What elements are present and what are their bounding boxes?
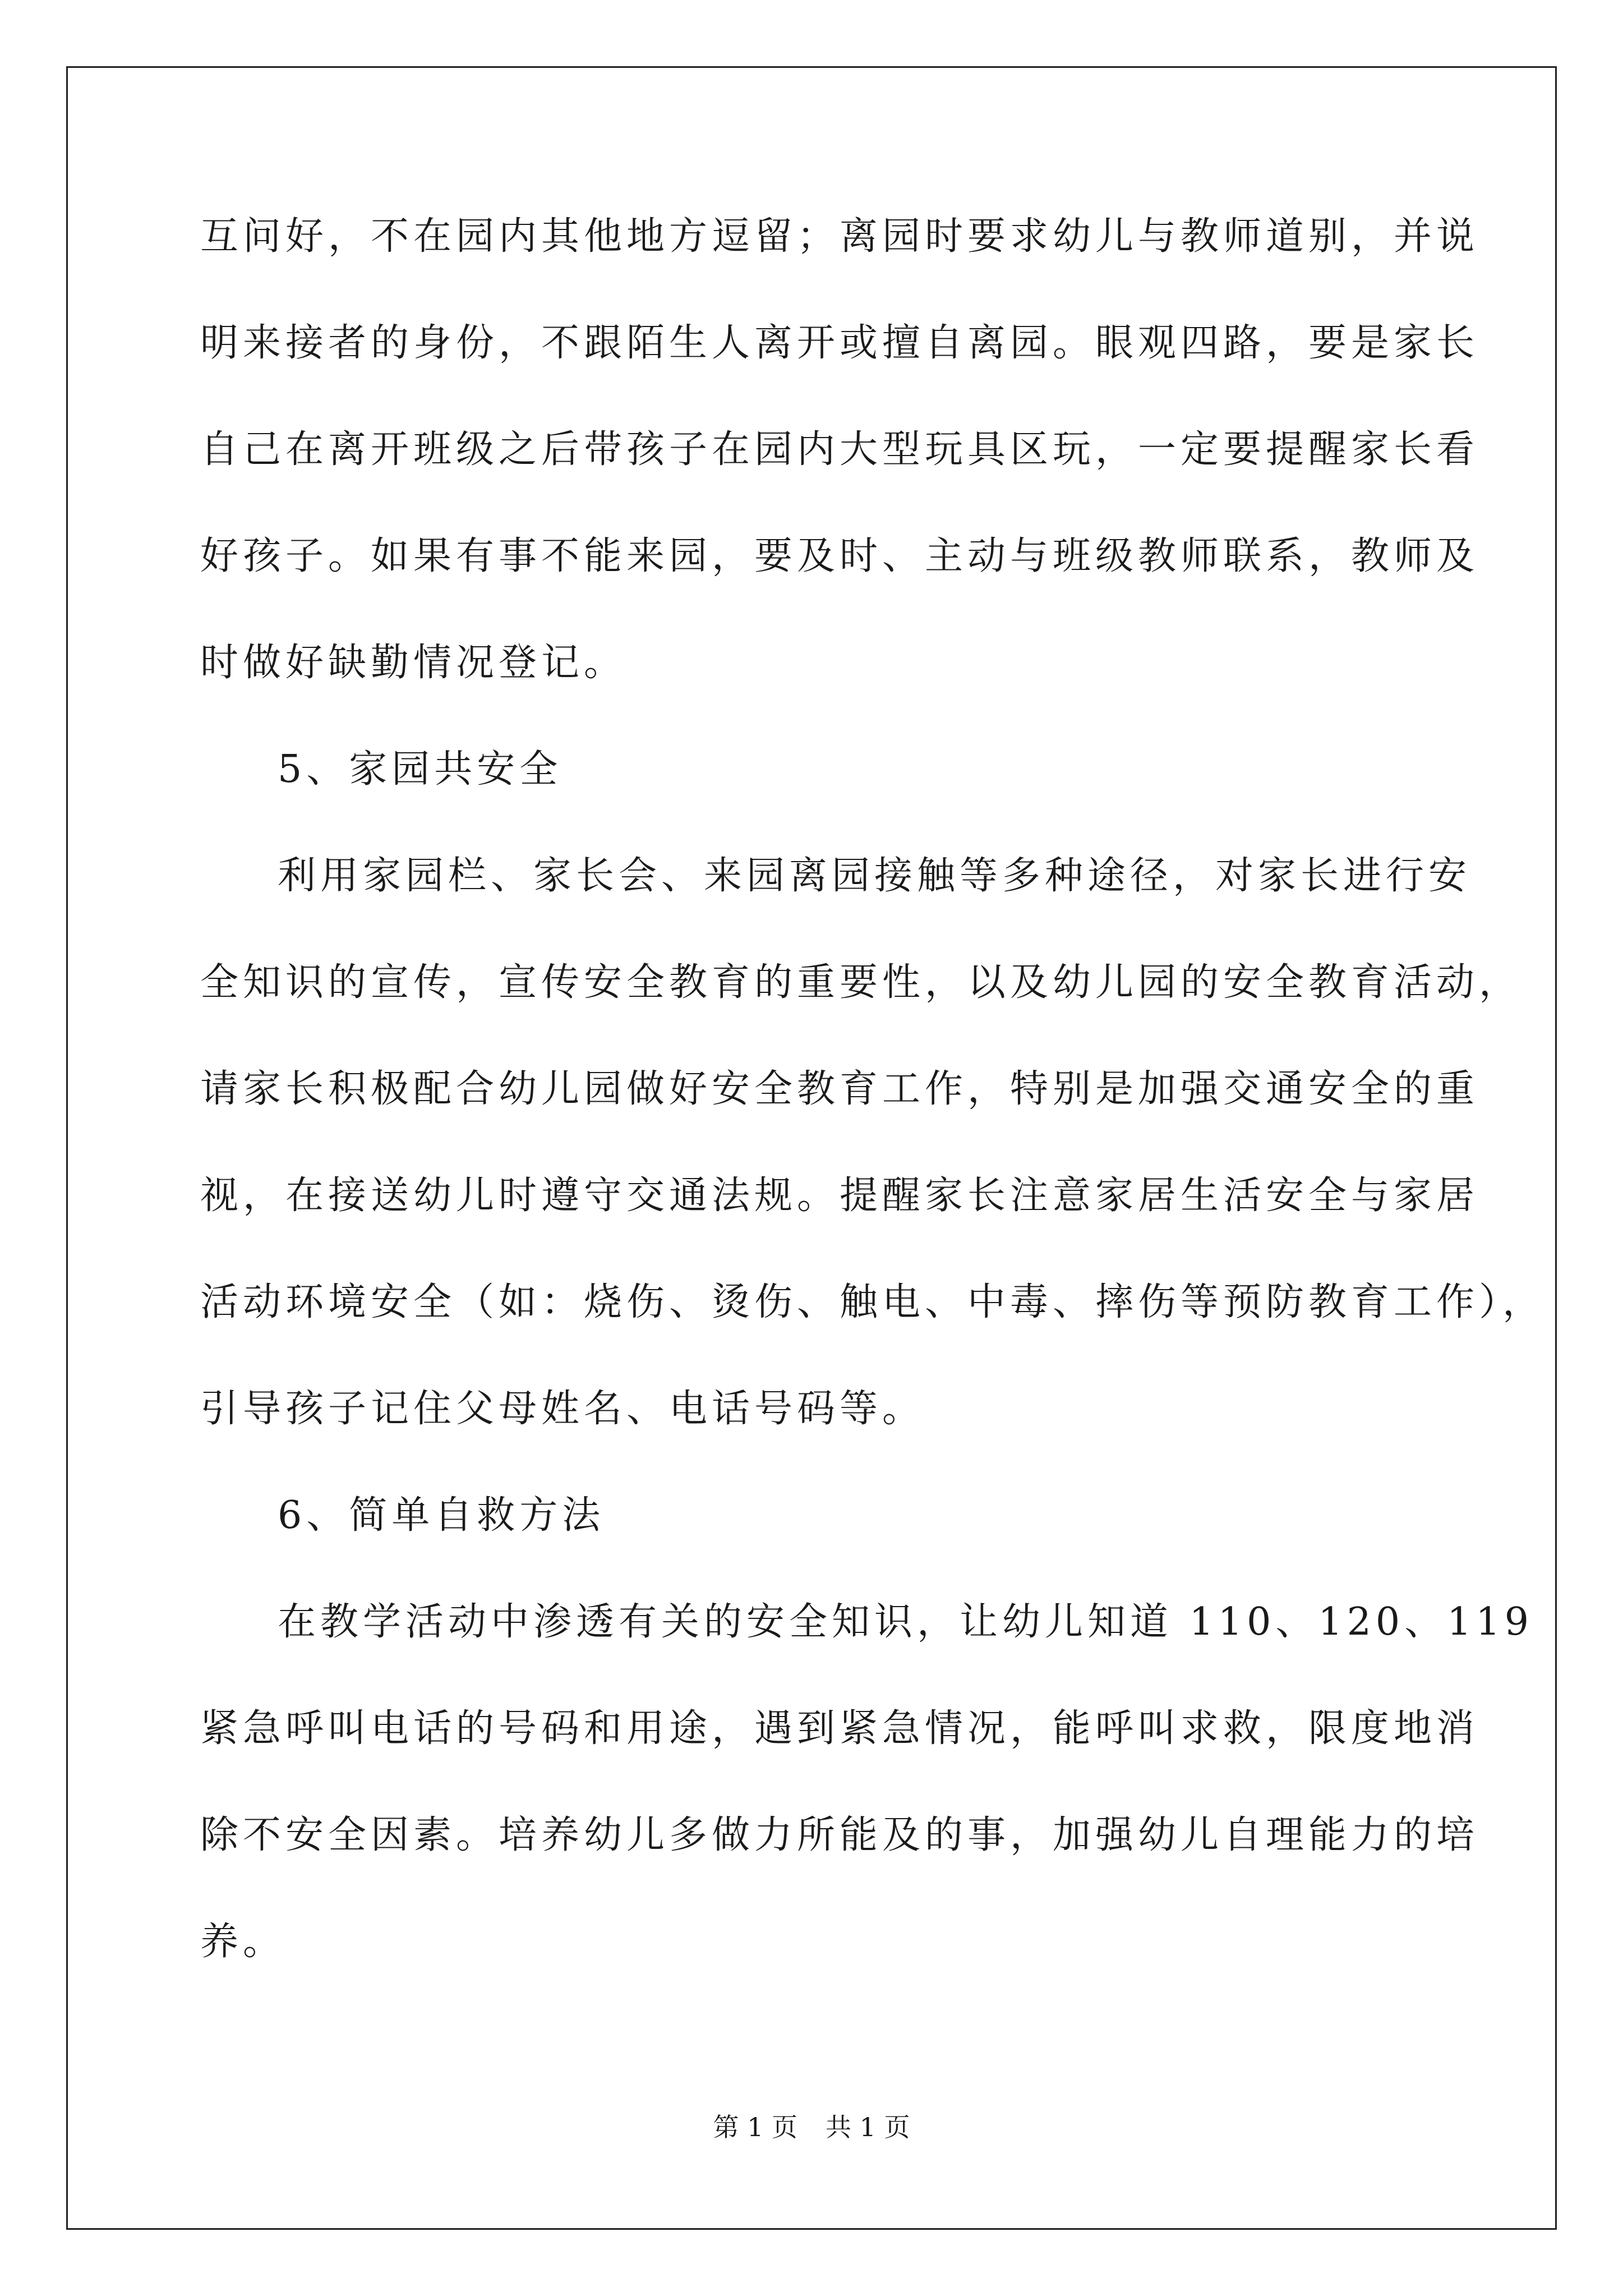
paragraph-start: 在教学活动中渗透有关的安全知识，让幼儿知道 110、120、119 [278, 1600, 1533, 1644]
section-heading: 5、家园共安全 [278, 747, 562, 792]
section-heading: 6、简单自救方法 [278, 1493, 605, 1538]
page-footer [0, 2110, 1623, 2144]
text-line: 紧急呼叫电话的号码和用途，遇到紧急情况，能呼叫求救，限度地消 [200, 1706, 1479, 1751]
text-line: 时做好缺勤情况登记。 [200, 641, 627, 685]
page-number: 第 1 页 [713, 2112, 797, 2142]
text-line: 全知识的宣传，宣传安全教育的重要性，以及幼儿园的安全教育活动， [200, 960, 1522, 1005]
text-line: 自己在离开班级之后带孩子在园内大型玩具区玩，一定要提醒家长看 [200, 427, 1479, 472]
text-line: 请家长积极配合幼儿园做好安全教育工作，特别是加强交通安全的重 [200, 1067, 1479, 1111]
text-line: 养。 [200, 1920, 286, 1964]
text-line: 好孩子。如果有事不能来园，要及时、主动与班级教师联系，教师及 [200, 534, 1479, 578]
text-line: 视，在接送幼儿时遵守交通法规。提醒家长注意家居生活安全与家居 [200, 1174, 1479, 1218]
document-body [200, 209, 1546, 2021]
text-line: 除不安全因素。培养幼儿多做力所能及的事，加强幼儿自理能力的培 [200, 1813, 1479, 1857]
text-line: 引导孩子记住父母姓名、电话号码等。 [200, 1387, 925, 1431]
page-total: 共 1 页 [826, 2112, 910, 2142]
text-line: 明来接者的身份，不跟陌生人离开或擅自离园。眼观四路，要是家长 [200, 321, 1479, 365]
text-line: 互问好，不在园内其他地方逗留；离园时要求幼儿与教师道别，并说 [200, 214, 1479, 259]
text-line: 活动环境安全（如：烧伤、烫伤、触电、中毒、摔伤等预防教育工作）， [200, 1280, 1546, 1324]
paragraph-start: 利用家园栏、家长会、来园离园接触等多种途径，对家长进行安 [278, 854, 1472, 898]
